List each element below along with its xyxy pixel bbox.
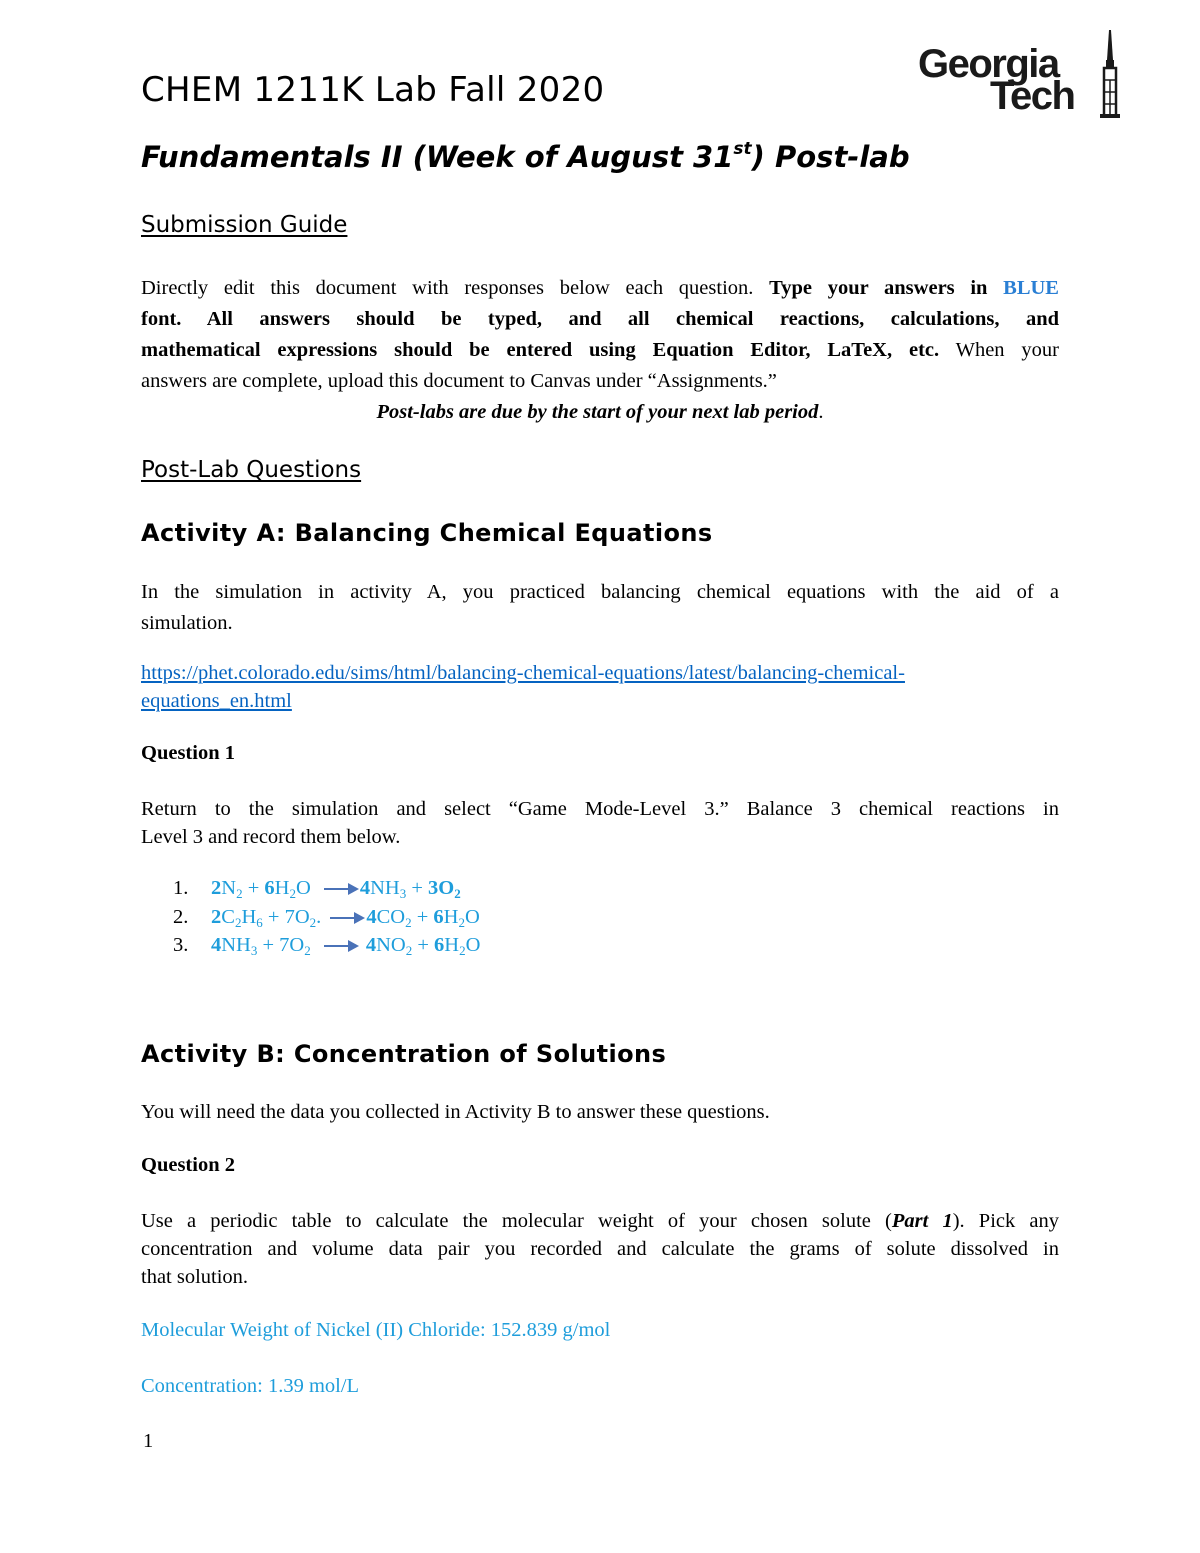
postlab-heading: Post-Lab Questions (141, 457, 362, 483)
question-1-label: Question 1 (141, 742, 235, 764)
coefficient: 7 (284, 906, 295, 928)
coefficient: 4 (359, 877, 371, 899)
lab-subtitle (141, 140, 910, 174)
submission-line-4: answers are complete, upload this document to Canvas under “Assignments.” (141, 370, 777, 392)
coefficient: 3 (428, 877, 439, 899)
plus-sign: + (257, 934, 280, 956)
question-text: Use a periodic table to calculate the molecular weight of your chosen solute ( (141, 1210, 892, 1232)
formula-part: H (274, 877, 290, 899)
reaction-arrow-icon (330, 911, 366, 925)
answer-molecular-weight: Molecular Weight of Nickel (II) Chloride: 152.839 g/mol (141, 1319, 611, 1341)
plus-sign: + (262, 906, 285, 928)
georgia-tech-logo (918, 30, 1128, 122)
formula-part: H (241, 906, 257, 928)
submission-paragraph (141, 273, 1059, 428)
subscript: 2 (454, 886, 461, 901)
activity-a-heading: Activity A: Balancing Chemical Equations (141, 519, 713, 547)
formula-part: N (221, 877, 237, 899)
subscript: 2 (458, 915, 465, 930)
subscript: 2 (459, 943, 466, 958)
reaction-arrow-icon (324, 882, 360, 896)
question-2-text (141, 1207, 1059, 1291)
subscript: 6 (256, 915, 263, 930)
formula-part: O (289, 934, 305, 956)
logo-line-tech: Tech (990, 74, 1075, 118)
question-line: concentration and volume data pair you recorded and calculate the grams of solute dissolved in (141, 1238, 1059, 1260)
due-period: . (818, 401, 824, 423)
intro-line: simulation. (141, 612, 233, 634)
formula-part: O (465, 934, 481, 956)
phet-simulation-link[interactable]: https://phet.colorado.edu/sims/html/balancing-chemical-equations/latest/balancing-chemical- (141, 662, 905, 684)
subscript: 2 (405, 943, 413, 958)
question-line: Return to the simulation and select “Game Mode-Level 3.” Balance 3 chemical reactions in (141, 798, 1059, 820)
formula-part: O (464, 906, 480, 928)
coefficient: 6 (434, 934, 445, 956)
question-line: that solution. (141, 1266, 249, 1288)
subscript: 2 (309, 915, 317, 930)
submission-bold-text: Type your answers in (769, 277, 1004, 299)
question-text: ). Pick any (952, 1210, 1059, 1232)
subtitle-tail: ) Post-lab (751, 140, 910, 174)
part-reference: Part 1 (891, 1210, 953, 1232)
formula-part: NH (370, 877, 400, 899)
submission-bold-text: mathematical expressions should be entered using Equation Editor, LaTeX, etc. (141, 339, 940, 361)
submission-line-3 (141, 335, 1059, 366)
formula-part: NH (221, 934, 251, 956)
activity-b-intro: You will need the data you collected in Activity B to answer these questions. (141, 1101, 770, 1123)
subscript: 3 (250, 943, 258, 958)
formula-part: O (295, 877, 311, 899)
intro-line: In the simulation in activity A, you practiced balancing chemical equations with the aid of a (141, 581, 1059, 603)
submission-text: When your (939, 339, 1059, 361)
coefficient: 6 (264, 877, 275, 899)
subscript: 2 (234, 915, 242, 930)
due-notice (141, 397, 1059, 428)
answer-concentration: Concentration: 1.39 mol/L (141, 1375, 360, 1397)
formula-part: . (316, 906, 322, 928)
submission-line-2: font. All answers should be typed, and all chemical reactions, calculations, and (141, 308, 1059, 330)
equation-2 (211, 906, 480, 929)
subscript: 3 (399, 886, 407, 901)
blue-keyword: BLUE (1003, 277, 1059, 299)
equation-number: 2. (173, 906, 189, 928)
coefficient: 2 (211, 906, 222, 928)
reaction-arrow-icon (324, 939, 360, 953)
formula-part: H (444, 934, 460, 956)
subscript: 2 (289, 886, 296, 901)
formula-part: CO (376, 906, 406, 928)
equation-number: 1. (173, 877, 189, 899)
coefficient: 4 (211, 934, 222, 956)
plus-sign: + (242, 877, 265, 899)
equation-3 (211, 934, 480, 957)
plus-sign: + (411, 906, 434, 928)
question-2-label: Question 2 (141, 1154, 235, 1176)
formula-part: C (221, 906, 235, 928)
formula-part: O (294, 906, 310, 928)
question-line (141, 1207, 1059, 1235)
subscript: 2 (236, 886, 243, 901)
coefficient: 4 (366, 906, 377, 928)
equation-1 (211, 877, 461, 900)
subtitle-text: Fundamentals II (Week of August 31 (141, 140, 734, 174)
question-1-text (141, 795, 1059, 851)
formula-part: NO (376, 934, 406, 956)
phet-link-block (141, 659, 1059, 715)
phet-simulation-link-cont[interactable]: equations_en.html (141, 690, 292, 712)
subscript: 2 (405, 915, 412, 930)
submission-guide-heading: Submission Guide (141, 212, 348, 238)
coefficient: 4 (365, 934, 377, 956)
course-title: CHEM 1211K Lab Fall 2020 (141, 70, 605, 110)
formula-part: O (438, 877, 455, 899)
formula-part: H (443, 906, 459, 928)
plus-sign: + (406, 877, 429, 899)
activity-b-heading: Activity B: Concentration of Solutions (141, 1040, 667, 1068)
plus-sign: + (412, 934, 435, 956)
question-line: Level 3 and record them below. (141, 826, 401, 848)
activity-a-intro (141, 577, 1059, 639)
coefficient: 2 (211, 877, 222, 899)
subscript: 2 (304, 943, 311, 958)
coefficient: 6 (433, 906, 444, 928)
due-italic-text: Post-labs are due by the start of your next lab period (376, 401, 819, 423)
logo-line-georgia: Georgia (918, 42, 1059, 86)
coefficient: 7 (279, 934, 290, 956)
page-number: 1 (143, 1430, 154, 1452)
submission-text: Directly edit this document with responses below each question. (141, 277, 770, 299)
subtitle-superscript: st (733, 139, 752, 159)
submission-line-1 (141, 273, 1059, 304)
equation-number: 3. (173, 934, 189, 956)
tech-tower-icon (1096, 30, 1126, 120)
